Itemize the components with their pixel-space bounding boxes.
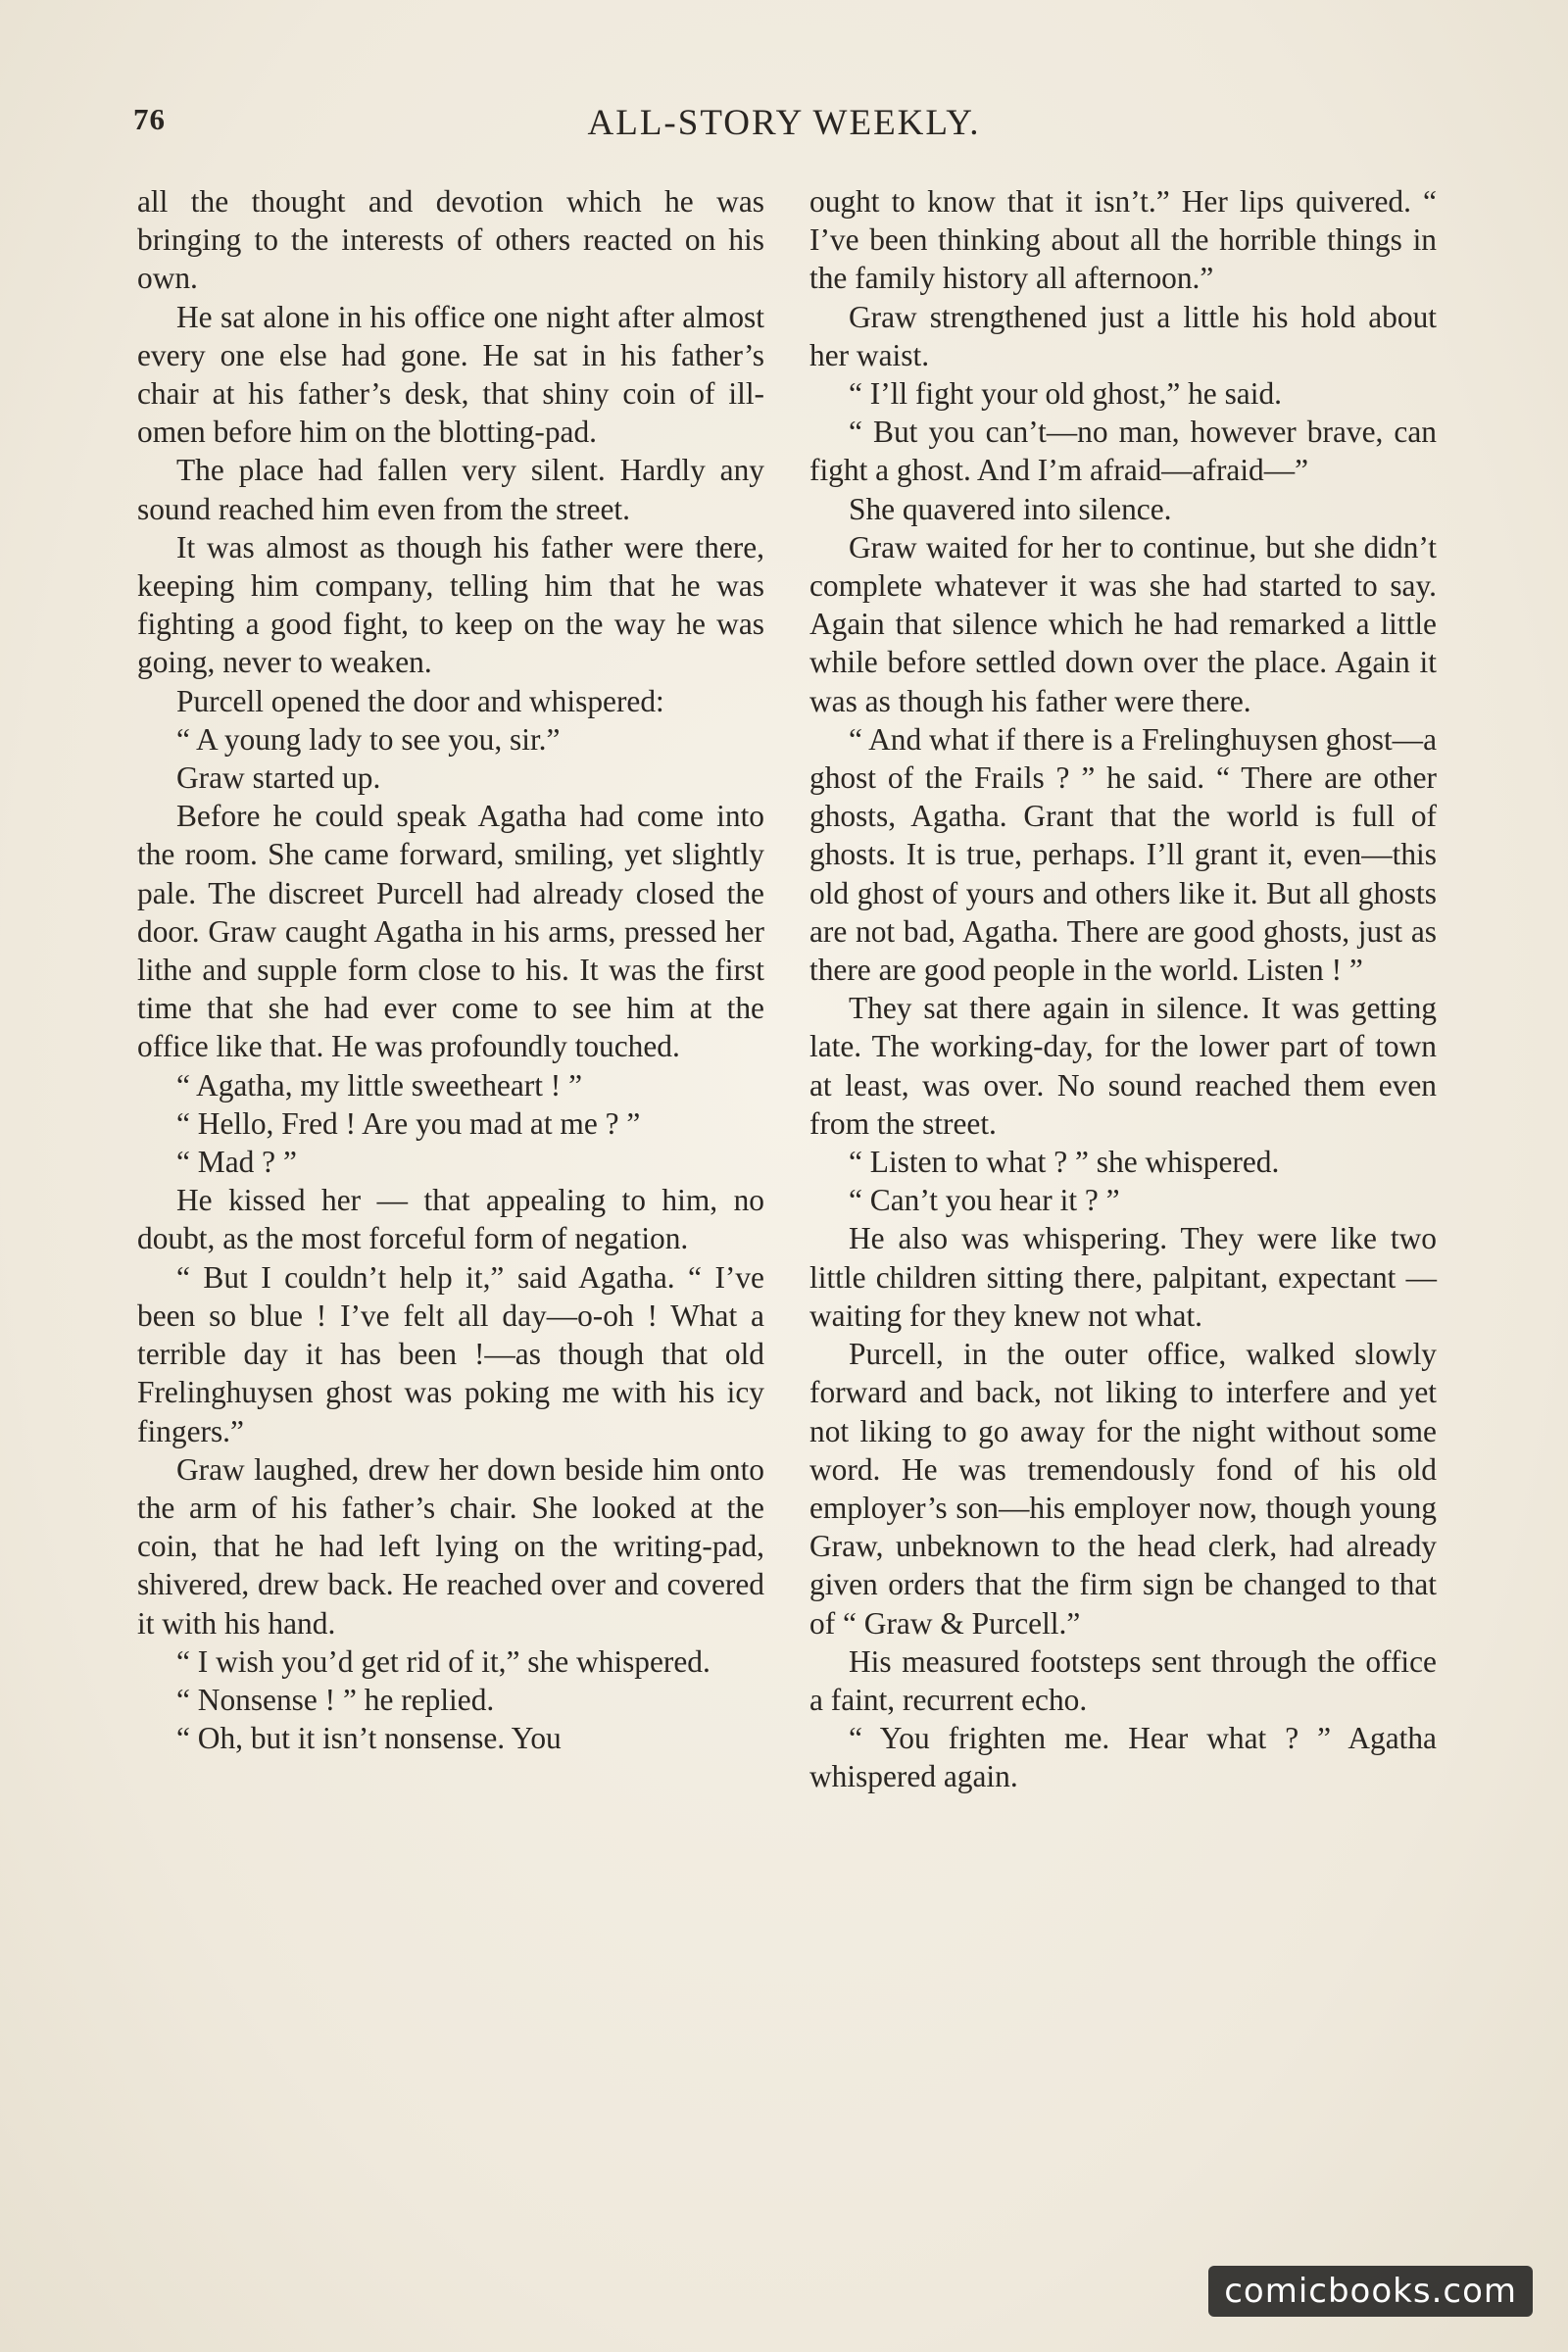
paragraph: “ Oh, but it isn’t nonsense. You bbox=[176, 1721, 562, 1756]
paragraph: “ You frighten me. Hear what ? ” Agatha whispered again. bbox=[809, 1721, 1437, 1794]
paragraph: He also was whispering. They were like two little children sitting there, palpitant, expectant — waiting for they knew not what. bbox=[809, 1221, 1437, 1333]
page-number: 76 bbox=[133, 102, 166, 136]
paragraph: The place had fallen very silent. Hardly any sound reached him even from the street. bbox=[137, 453, 764, 526]
paragraph: Graw waited for her to continue, but she didn’t complete whatever it was she had started to say. Again that silence which he had remarked a little while before settled down over the place. Again it was as though his father were there. bbox=[809, 529, 1437, 718]
paragraph: “ A young lady to see you, sir.” bbox=[176, 721, 561, 757]
paragraph: “ Agatha, my little sweetheart ! ” bbox=[176, 1067, 583, 1102]
paragraph: ought to know that it isn’t.” Her lips quivered. “ I’ve been thinking about all the horrible things in the family history all afternoon.” bbox=[809, 184, 1437, 296]
right-column bbox=[809, 182, 1437, 1796]
paragraph: “ Mad ? ” bbox=[176, 1145, 297, 1180]
paragraph: Before he could speak Agatha had come into the room. She came forward, smiling, yet slightly pale. The discreet Purcell had already closed the door. Graw caught Agatha in his arms, pressed her lithe and supple form close to his. It was the first time that she had ever come to see him at the office like that. He was profoundly touched. bbox=[137, 799, 764, 1064]
paragraph: “ And what if there is a Frelinghuysen ghost—a ghost of the Frails ? ” he said. “ There are other ghosts, Agatha. Grant that the world is full of ghosts. It is true, perhaps. I’ll grant it, even—this old ghost of yours and others like it. But all ghosts are not bad, Agatha. There are good ghosts, just as there are good people in the world. Listen ! ” bbox=[809, 721, 1437, 988]
paragraph: “ Hello, Fred ! Are you mad at me ? ” bbox=[176, 1105, 641, 1141]
running-title: ALL-STORY WEEKLY. bbox=[587, 103, 981, 143]
paragraph: Purcell, in the outer office, walked slowly forward and back, not liking to interfere and yet not liking to go away for the night without some word. He was tremendously fond of his old employer’s son—his employer now, though young Graw, unbeknown to the head clerk, had already given orders that the firm sign be changed to that of “ Graw & Purcell.” bbox=[809, 1337, 1437, 1641]
paragraph: all the thought and devotion which he was bringing to the interests of others reacted on his own. bbox=[137, 184, 764, 296]
paragraph: It was almost as though his father were there, keeping him company, telling him that he was fighting a good fight, to keep on the way he was going, never to weaken. bbox=[137, 529, 764, 680]
paragraph: “ But I couldn’t help it,” said Agatha. “ I’ve been so blue ! I’ve felt all day—o-oh ! What a terrible day it has been !—as though that old Frelinghuysen ghost was poking me with his icy fingers.” bbox=[137, 1259, 764, 1448]
paragraph: “ Can’t you hear it ? ” bbox=[849, 1183, 1120, 1218]
paragraph: “ But you can’t—no man, however brave, can fight a ghost. And I’m afraid—afraid—” bbox=[809, 415, 1437, 488]
paragraph: Purcell opened the door and whispered: bbox=[176, 683, 664, 718]
paragraph: “ Nonsense ! ” he replied. bbox=[176, 1682, 495, 1717]
paragraph: “ I’ll fight your old ghost,” he said. bbox=[849, 376, 1282, 412]
paragraph: He kissed her — that appealing to him, no doubt, as the most forceful form of negation. bbox=[137, 1183, 764, 1256]
paragraph: Graw strengthened just a little his hold about her waist. bbox=[809, 299, 1437, 372]
page-header bbox=[133, 102, 1435, 151]
paragraph: He sat alone in his office one night after almost every one else had gone. He sat in his father’s chair at his father’s desk, that shiny coin of ill-omen before him on the blotting-pad. bbox=[137, 299, 764, 450]
paragraph: She quavered into silence. bbox=[849, 491, 1172, 526]
paragraph: “ Listen to what ? ” she whispered. bbox=[849, 1145, 1280, 1180]
paragraph: Graw started up. bbox=[176, 760, 381, 796]
paragraph: Graw laughed, drew her down beside him onto the arm of his father’s chair. She looked at the coin, that he had left lying on the writing-pad, shivered, drew back. He reached over and covered it with his hand. bbox=[137, 1451, 764, 1641]
left-column bbox=[137, 182, 764, 1757]
paragraph: They sat there again in silence. It was getting late. The working-day, for the lower part of town at least, was over. No sound reached them even from the street. bbox=[809, 991, 1437, 1141]
paragraph: His measured footsteps sent through the office a faint, recurrent echo. bbox=[809, 1643, 1437, 1717]
paragraph: “ I wish you’d get rid of it,” she whispered. bbox=[176, 1643, 710, 1679]
site-watermark: comicbooks.com bbox=[1208, 2266, 1533, 2317]
